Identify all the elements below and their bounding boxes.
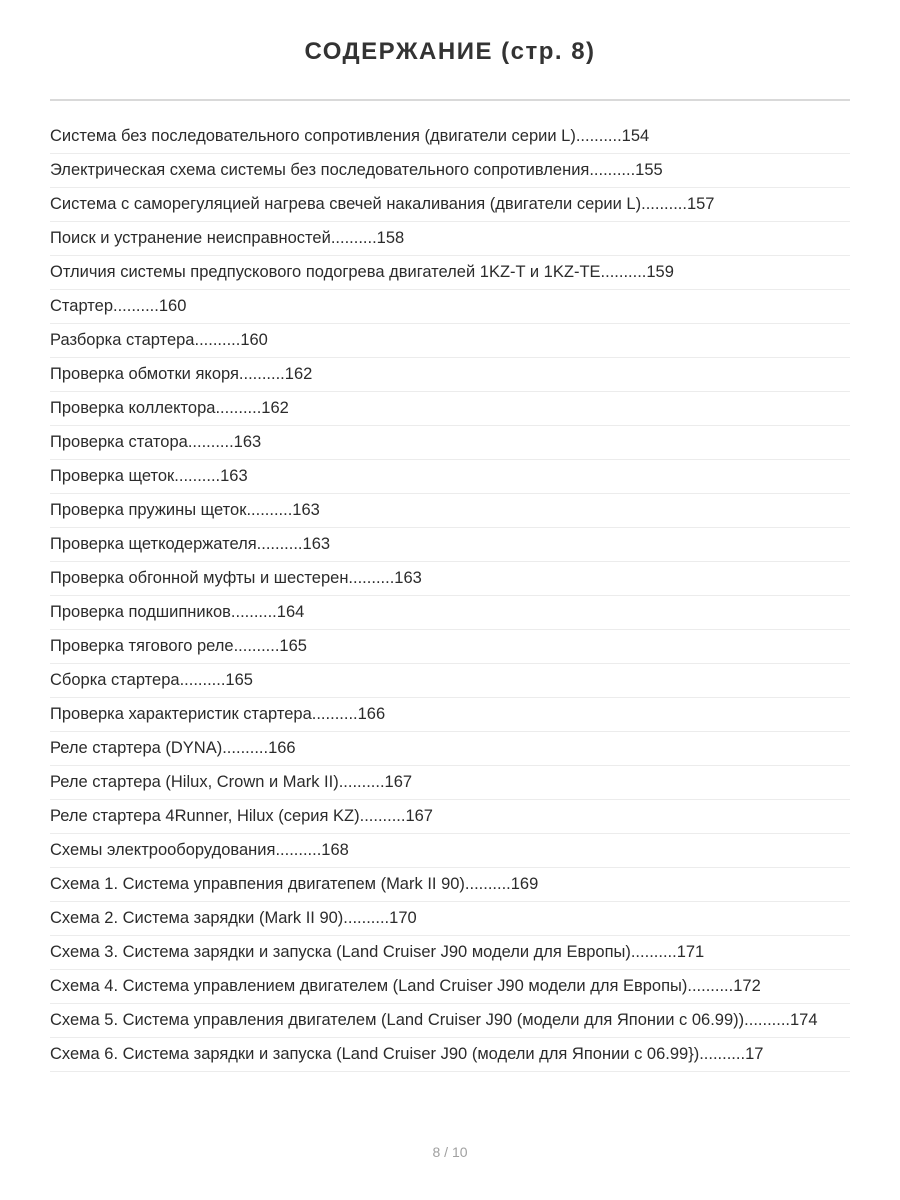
toc-item[interactable]: Схема 1. Система управпения двигатепем (Mark II 90)..........169 (50, 868, 850, 902)
page-number: 8 / 10 (432, 1144, 468, 1160)
toc-item[interactable]: Схема 5. Система управления двигателем (Land Cruiser J90 (модели для Японии с 06.99))..........174 (50, 1004, 850, 1038)
toc-item[interactable]: Реле стартера 4Runner, Hilux (серия KZ)..........167 (50, 800, 850, 834)
toc-item[interactable]: Стартер..........160 (50, 290, 850, 324)
toc-item[interactable]: Реле стартера (DYNA)..........166 (50, 732, 850, 766)
toc-item[interactable]: Проверка щеток..........163 (50, 460, 850, 494)
toc-item[interactable]: Отличия системы предпускового подогрева двигателей 1KZ-T и 1KZ-TE..........159 (50, 256, 850, 290)
toc-item[interactable]: Поиск и устранение неисправностей..........158 (50, 222, 850, 256)
toc-item[interactable]: Проверка обгонной муфты и шестерен..........163 (50, 562, 850, 596)
title-divider (50, 99, 850, 101)
toc-item[interactable]: Система без последовательного сопротивления (двигатели серии L)..........154 (50, 120, 850, 154)
toc-item[interactable]: Электрическая схема системы без последовательного сопротивления..........155 (50, 154, 850, 188)
toc-item[interactable]: Схема 3. Система зарядки и запуска (Land Cruiser J90 модели для Европы)..........171 (50, 936, 850, 970)
toc-item[interactable]: Проверка обмотки якоря..........162 (50, 358, 850, 392)
page-title: СОДЕРЖАНИЕ (стр. 8) (304, 38, 596, 65)
toc-item[interactable]: Проверка тягового реле..........165 (50, 630, 850, 664)
toc-item[interactable]: Проверка характеристик стартера..........166 (50, 698, 850, 732)
toc-item[interactable]: Схема 2. Система зарядки (Mark II 90)..........170 (50, 902, 850, 936)
toc-item[interactable]: Реле стартера (Hilux, Crown и Mark II)..........167 (50, 766, 850, 800)
toc-item[interactable]: Проверка пружины щеток..........163 (50, 494, 850, 528)
toc-item[interactable]: Проверка подшипников..........164 (50, 596, 850, 630)
toc-item[interactable]: Схема 4. Система управлением двигателем (Land Cruiser J90 модели для Европы)..........172 (50, 970, 850, 1004)
toc-item[interactable]: Схема 6. Система зарядки и запуска (Land Cruiser J90 (модели для Японии с 06.99})..........17 (50, 1038, 850, 1072)
toc-item[interactable]: Схемы электрооборудования..........168 (50, 834, 850, 868)
toc-item[interactable]: Разборка стартера..........160 (50, 324, 850, 358)
toc-item[interactable]: Проверка статора..........163 (50, 426, 850, 460)
toc-item[interactable]: Сборка стартера..........165 (50, 664, 850, 698)
toc-item[interactable]: Проверка щеткодержателя..........163 (50, 528, 850, 562)
table-of-contents (50, 120, 850, 1072)
toc-item[interactable]: Проверка коллектора..........162 (50, 392, 850, 426)
toc-item[interactable]: Система с саморегуляцией нагрева свечей накаливания (двигатели серии L)..........157 (50, 188, 850, 222)
